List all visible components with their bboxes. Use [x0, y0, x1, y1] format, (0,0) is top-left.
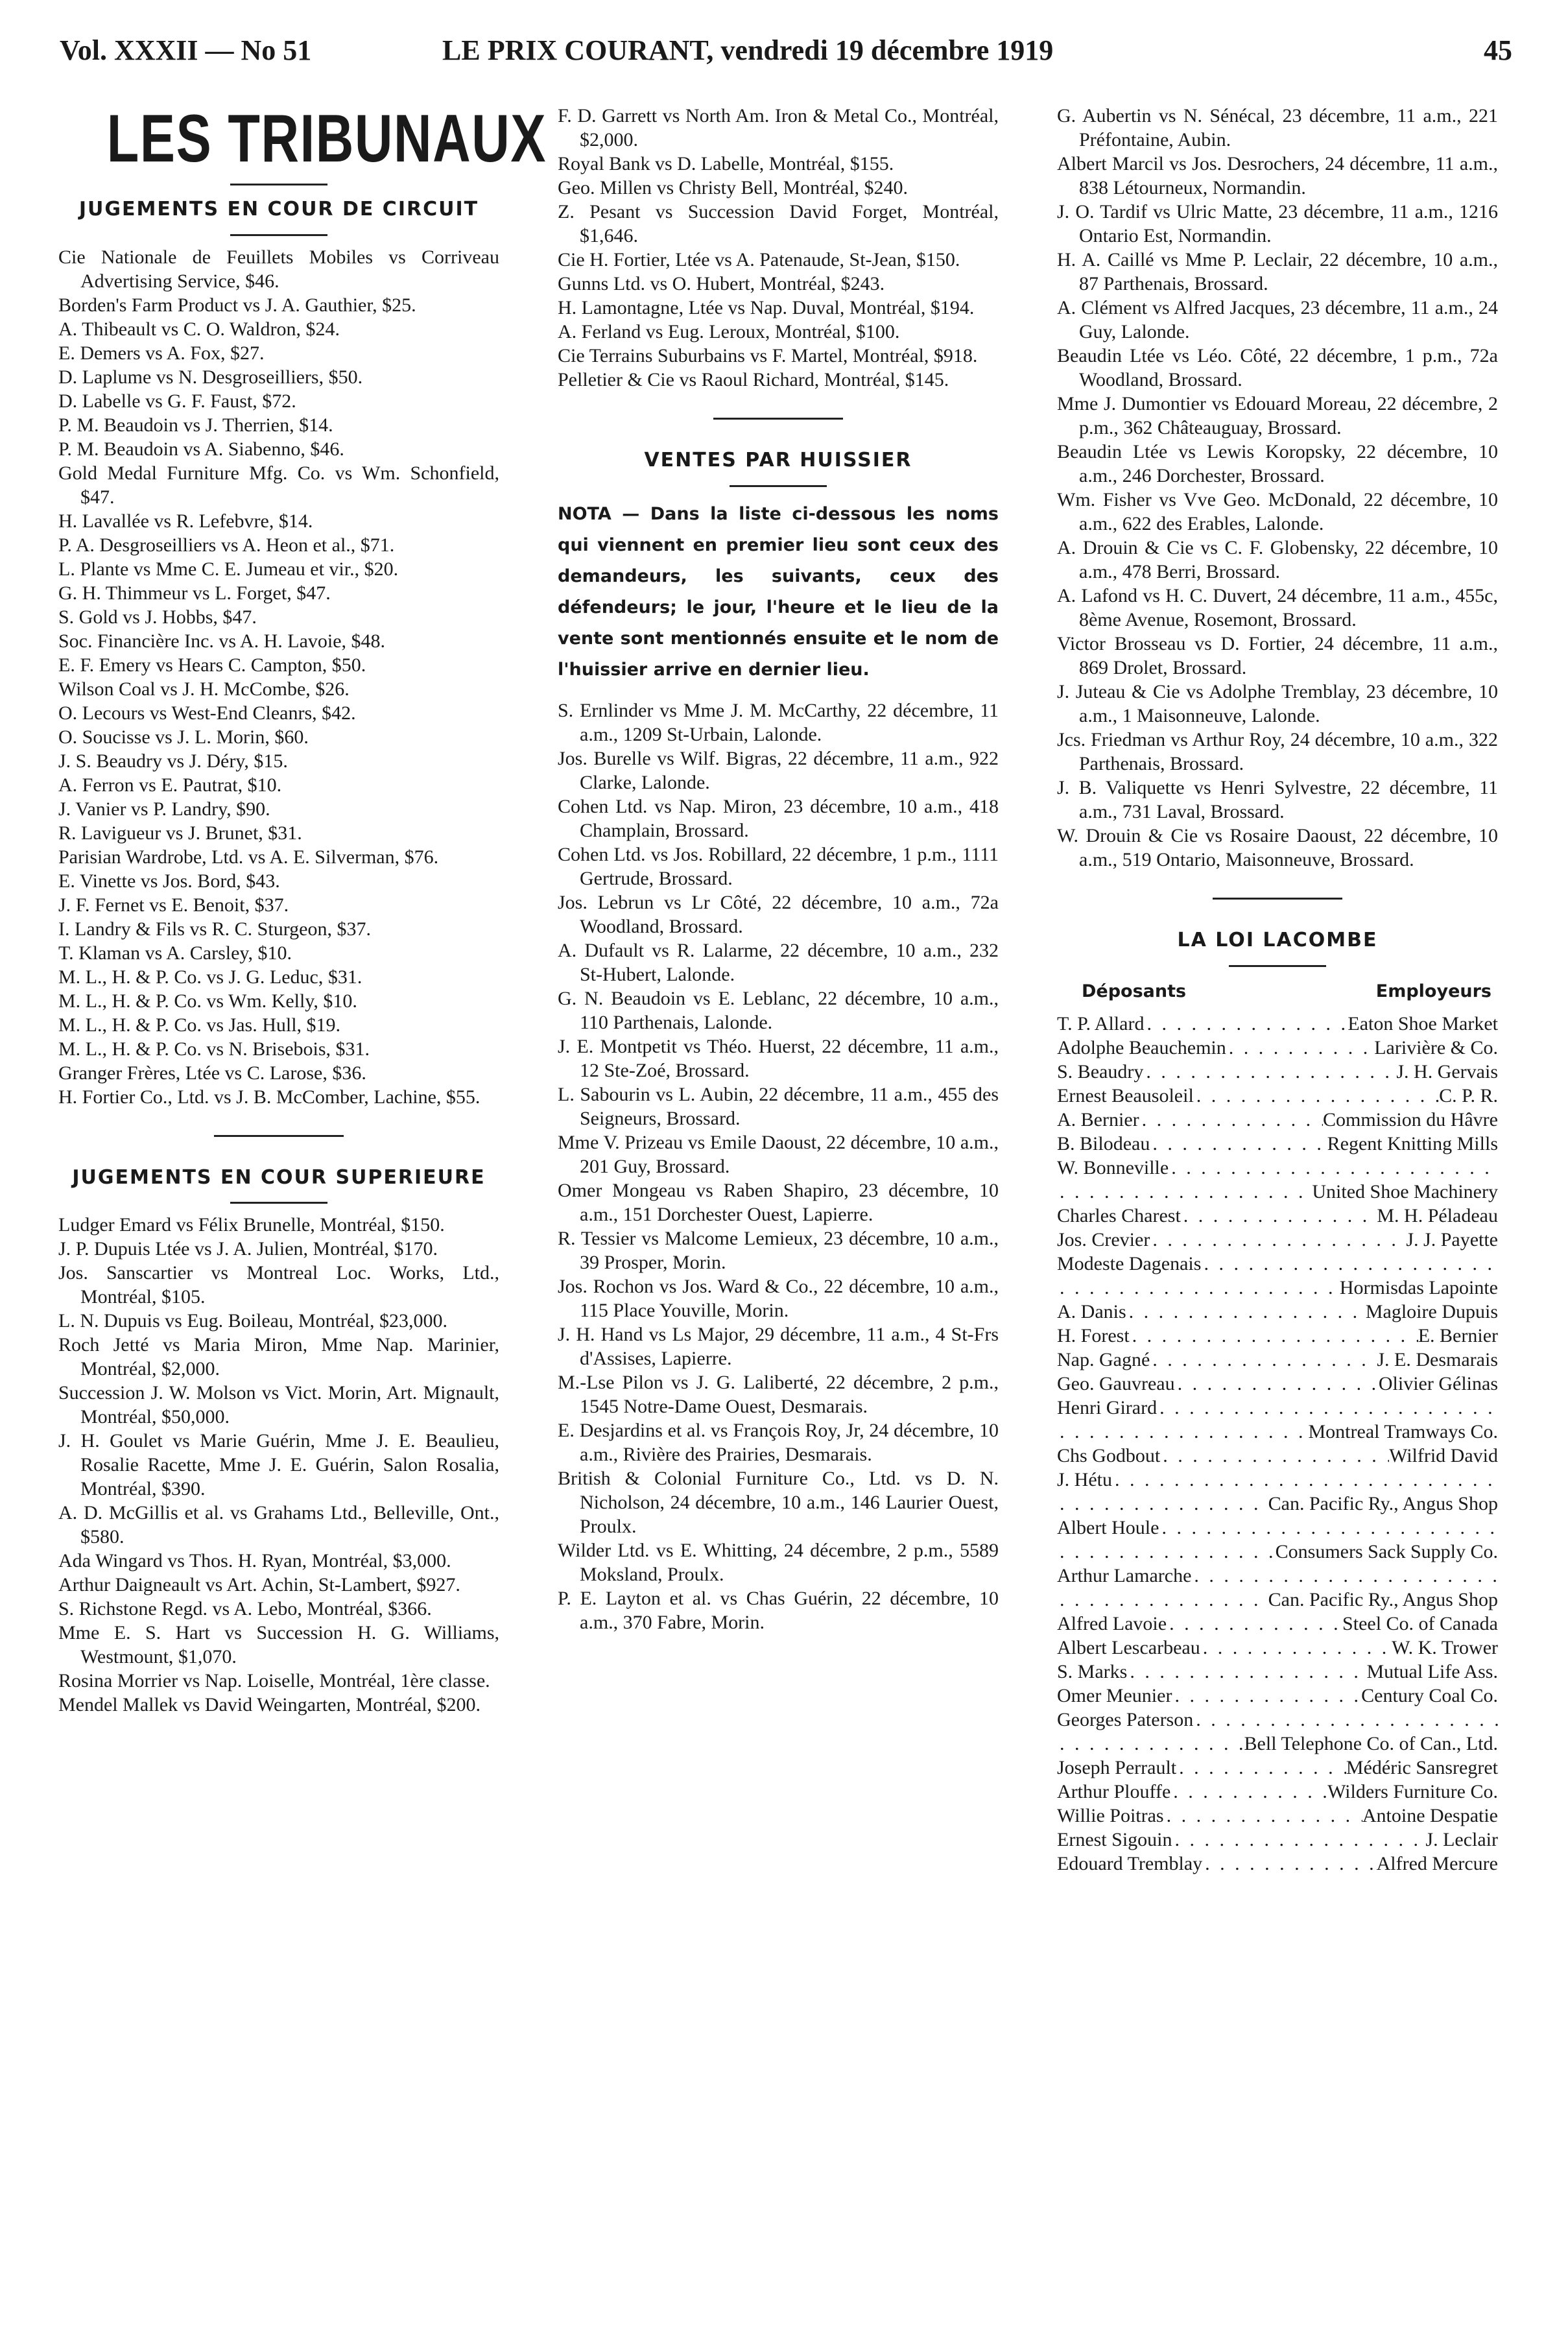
list-item: P. M. Beaudoin vs J. Therrien, $14.	[58, 414, 333, 436]
lacombe-row	[1057, 1132, 1498, 1156]
list-item: H. Lamontagne, Ltée vs Nap. Duval, Montréal, $194.	[558, 297, 975, 318]
list-item: Omer Mongeau vs Raben Shapiro, 23 décembre, 10 a.m., 151 Dorchester Ouest, Lapierre.	[558, 1179, 999, 1225]
list-item: J. H. Hand vs Ls Major, 29 décembre, 11 a.m., 4 St-Frs d'Assises, Lapierre.	[558, 1323, 999, 1369]
circuit-list	[58, 245, 499, 1109]
list-item: Cohen Ltd. vs Nap. Miron, 23 décembre, 10 a.m., 418 Champlain, Brossard.	[558, 795, 999, 841]
leader-dots	[1150, 1132, 1327, 1156]
circuit-rule	[230, 234, 327, 236]
list-item: M.-Lse Pilon vs J. G. Laliberté, 22 décembre, 2 p.m., 1545 Notre-Dame Ouest, Desmarais.	[558, 1371, 999, 1417]
lacombe-row	[1057, 1468, 1498, 1492]
leader-dots	[1112, 1468, 1498, 1492]
list-item: A. Ferron vs E. Pautrat, $10.	[58, 774, 282, 796]
employeur-name: Consumers Sack Supply Co.	[1275, 1540, 1498, 1562]
list-item: G. N. Beaudoin vs E. Leblanc, 22 décembre, 10 a.m., 110 Parthenais, Lalonde.	[558, 987, 999, 1033]
list-item: Cie Terrains Suburbains vs F. Martel, Montréal, $918.	[558, 345, 978, 366]
list-item: J. Juteau & Cie vs Adolphe Tremblay, 23 décembre, 10 a.m., 1 Maisonneuve, Lalonde.	[1057, 681, 1498, 726]
title-rule	[230, 184, 327, 185]
list-item: Ada Wingard vs Thos. H. Ryan, Montréal, $3,000.	[58, 1550, 451, 1572]
list-item: J. E. Montpetit vs Théo. Huerst, 22 décembre, 11 a.m., 12 Ste-Zoé, Brossard.	[558, 1035, 999, 1081]
list-item: Gold Medal Furniture Mfg. Co. vs Wm. Schonfield, $47.	[58, 462, 499, 508]
lacombe-row	[1057, 1036, 1498, 1060]
lacombe-row	[1057, 1372, 1498, 1396]
leader-dots	[1150, 1228, 1406, 1252]
lacombe-row	[1057, 1492, 1498, 1516]
leader-dots	[1139, 1108, 1323, 1132]
leader-dots	[1193, 1708, 1498, 1732]
list-item: J. P. Dupuis Ltée vs J. A. Julien, Montréal, $170.	[58, 1238, 438, 1260]
list-item: Roch Jetté vs Maria Miron, Mme Nap. Marinier, Montréal, $2,000.	[58, 1334, 499, 1380]
leader-dots	[1057, 1420, 1309, 1444]
lacombe-row	[1057, 1636, 1498, 1660]
list-item: J. H. Goulet vs Marie Guérin, Mme J. E. Beaulieu, Rosalie Racette, Mme J. E. Guérin, Salon Rosalia, Montréal, $390.	[58, 1430, 499, 1500]
list-item: M. L., H. & P. Co. vs N. Brisebois, $31.	[58, 1038, 370, 1060]
list-item: J. F. Fernet vs E. Benoit, $37.	[58, 894, 289, 916]
leader-dots	[1057, 1276, 1340, 1300]
list-item: E. Demers vs A. Fox, $27.	[58, 342, 265, 364]
lacombe-row	[1057, 1444, 1498, 1468]
list-item: Mme E. S. Hart vs Succession H. G. Williams, Westmount, $1,070.	[58, 1622, 499, 1668]
leader-dots	[1169, 1156, 1498, 1180]
list-item: M. L., H. & P. Co. vs Wm. Kelly, $10.	[58, 990, 357, 1012]
employeur-name: Mutual Life Ass.	[1366, 1660, 1498, 1682]
employeur-name: Regent Knitting Mills	[1327, 1132, 1498, 1154]
lacombe-row	[1057, 1084, 1498, 1108]
list-item: W. Drouin & Cie vs Rosaire Daoust, 22 décembre, 10 a.m., 519 Ontario, Maisonneuve, Brossard.	[1057, 825, 1498, 870]
list-item: O. Soucisse vs J. L. Morin, $60.	[58, 726, 309, 748]
leader-dots	[1226, 1036, 1374, 1060]
list-item: Mendel Mallek vs David Weingarten, Montréal, $200.	[58, 1694, 481, 1716]
list-item: Arthur Daigneault vs Art. Achin, St-Lambert, $927.	[58, 1574, 460, 1596]
leader-dots	[1200, 1636, 1392, 1660]
lacombe-row	[1057, 1732, 1498, 1756]
deposant-name: Chs Godbout	[1057, 1444, 1161, 1466]
deposant-name: S. Marks	[1057, 1660, 1128, 1682]
deposant-name: Joseph Perrault	[1057, 1756, 1177, 1778]
list-item: G. Aubertin vs N. Sénécal, 23 décembre, 11 a.m., 221 Préfontaine, Aubin.	[1057, 105, 1498, 150]
leader-dots	[1126, 1300, 1366, 1324]
lacombe-row	[1057, 1060, 1498, 1084]
list-item: P. A. Desgroseilliers vs A. Heon et al., $71.	[58, 534, 395, 556]
leader-dots	[1175, 1372, 1379, 1396]
employeur-name: Wilders Furniture Co.	[1327, 1780, 1498, 1802]
list-item: Z. Pesant vs Succession David Forget, Montréal, $1,646.	[558, 201, 999, 246]
list-item: British & Colonial Furniture Co., Ltd. vs D. N. Nicholson, 24 décembre, 10 a.m., 146 Laurier Ouest, Proulx.	[558, 1467, 999, 1537]
employeur-name: Hormisdas Lapointe	[1339, 1276, 1498, 1298]
list-item: A. Ferland vs Eug. Leroux, Montréal, $100.	[558, 321, 900, 342]
superieure-continued-list	[558, 104, 999, 392]
list-item: Cie H. Fortier, Ltée vs A. Patenaude, St-Jean, $150.	[558, 249, 960, 270]
employeur-name: Magloire Dupuis	[1365, 1300, 1498, 1322]
lacombe-row	[1057, 1012, 1498, 1036]
circuit-heading: JUGEMENTS EN COUR DE CIRCUIT	[78, 198, 479, 221]
list-item: Beaudin Ltée vs Lewis Koropsky, 22 décembre, 10 a.m., 246 Dorchester, Brossard.	[1057, 441, 1498, 486]
list-item: H. A. Caillé vs Mme P. Leclair, 22 décembre, 10 a.m., 87 Parthenais, Brossard.	[1057, 249, 1498, 294]
list-item: Royal Bank vs D. Labelle, Montréal, $155.	[558, 153, 894, 174]
leader-dots	[1167, 1612, 1342, 1636]
list-item: O. Lecours vs West-End Cleanrs, $42.	[58, 702, 356, 724]
deposant-name: T. P. Allard	[1057, 1012, 1145, 1034]
list-item: E. Vinette vs Jos. Bord, $43.	[58, 870, 280, 892]
deposant-name: S. Beaudry	[1057, 1060, 1144, 1082]
deposant-name: Jos. Crevier	[1057, 1228, 1150, 1250]
column-3	[1057, 104, 1498, 1876]
section-separator	[713, 418, 843, 420]
list-item: H. Fortier Co., Ltd. vs J. B. McComber, Lachine, $55.	[58, 1086, 481, 1108]
leader-dots	[1057, 1540, 1276, 1564]
list-item: J. B. Valiquette vs Henri Sylvestre, 22 décembre, 11 a.m., 731 Laval, Brossard.	[1057, 777, 1498, 822]
lacombe-row	[1057, 1396, 1498, 1420]
leader-dots	[1202, 1852, 1376, 1876]
list-item: Rosina Morrier vs Nap. Loiselle, Montréal, 1ère classe.	[58, 1670, 490, 1692]
list-item: Cohen Ltd. vs Jos. Robillard, 22 décembre, 1 p.m., 1111 Gertrude, Brossard.	[558, 843, 999, 889]
list-item: A. Clément vs Alfred Jacques, 23 décembre, 11 a.m., 24 Guy, Lalonde.	[1057, 297, 1498, 342]
deposant-name: Ernest Beausoleil	[1057, 1084, 1194, 1106]
lacombe-row	[1057, 1324, 1498, 1348]
volume-label: Vol. XXXII — No 51	[60, 34, 312, 66]
deposant-name: A. Danis	[1057, 1300, 1126, 1322]
deposant-name: Willie Poitras	[1057, 1804, 1164, 1826]
list-item: A. Dufault vs R. Lalarme, 22 décembre, 10 a.m., 232 St-Hubert, Lalonde.	[558, 939, 999, 985]
leader-dots	[1127, 1660, 1366, 1684]
leader-dots	[1057, 1180, 1312, 1204]
deposant-name: Nap. Gagné	[1057, 1348, 1150, 1370]
list-item: Jos. Rochon vs Jos. Ward & Co., 22 décembre, 10 a.m., 115 Place Youville, Morin.	[558, 1275, 999, 1321]
list-item: A. Thibeault vs C. O. Waldron, $24.	[58, 318, 340, 340]
nota-paragraph: NOTA — Dans la liste ci-dessous les noms qui viennent en premier lieu sont ceux des demandeurs, les suivants, ceux des défendeurs; le jour, l'heure et le lieu de la vente sont mentionnés ensuite et le nom de l'huissier arrive en dernier lieu.	[558, 503, 999, 680]
deposant-name: Edouard Tremblay	[1057, 1852, 1203, 1874]
list-item: A. Lafond vs H. C. Duvert, 24 décembre, 11 a.m., 455c, 8ème Avenue, Rosemont, Brossard.	[1057, 585, 1498, 630]
deposant-name: Albert Lescarbeau	[1057, 1636, 1200, 1658]
leader-dots	[1150, 1348, 1377, 1372]
lacombe-row	[1057, 1780, 1498, 1804]
list-item: H. Lavallée vs R. Lefebvre, $14.	[58, 510, 313, 532]
list-item: Wilder Ltd. vs E. Whitting, 24 décembre, 2 p.m., 5589 Moksland, Proulx.	[558, 1539, 999, 1585]
deposant-name: A. Bernier	[1057, 1108, 1139, 1130]
list-item: R. Lavigueur vs J. Brunet, $31.	[58, 822, 302, 844]
employeur-name: Alfred Mercure	[1376, 1852, 1498, 1874]
deposant-name: J. Hétu	[1057, 1468, 1112, 1490]
lacombe-row	[1057, 1852, 1498, 1876]
employeur-name: J. J. Payette	[1406, 1228, 1498, 1250]
leader-dots	[1143, 1060, 1396, 1084]
publication-title: LE PRIX COURANT, vendredi 19 décembre 1919	[442, 34, 1054, 66]
list-item: P. M. Beaudoin vs A. Siabenno, $46.	[58, 438, 344, 460]
list-item: A. D. McGillis et al. vs Grahams Ltd., Belleville, Ont., $580.	[58, 1502, 499, 1548]
list-item: Cie Nationale de Feuillets Mobiles vs Corriveau Advertising Service, $46.	[58, 246, 499, 292]
lacombe-row	[1057, 1540, 1498, 1564]
lacombe-row	[1057, 1228, 1498, 1252]
deposant-name: Geo. Gauvreau	[1057, 1372, 1175, 1394]
deposant-name: B. Bilodeau	[1057, 1132, 1150, 1154]
main-title: LES TRIBUNAUX	[106, 101, 547, 176]
list-item: I. Landry & Fils vs R. C. Sturgeon, $37.	[58, 918, 371, 940]
list-item: Mme V. Prizeau vs Emile Daoust, 22 décembre, 10 a.m., 201 Guy, Brossard.	[558, 1131, 999, 1177]
lacombe-row	[1057, 1156, 1498, 1180]
lacombe-row	[1057, 1516, 1498, 1540]
deposant-name: Alfred Lavoie	[1057, 1612, 1167, 1634]
leader-dots	[1172, 1684, 1361, 1708]
list-item: Jos. Burelle vs Wilf. Bigras, 22 décembre, 11 a.m., 922 Clarke, Lalonde.	[558, 747, 999, 793]
list-item: Jcs. Friedman vs Arthur Roy, 24 décembre, 10 a.m., 322 Parthenais, Brossard.	[1057, 729, 1498, 774]
leader-dots	[1159, 1516, 1498, 1540]
lacombe-row	[1057, 1300, 1498, 1324]
lacombe-row	[1057, 1756, 1498, 1780]
page-header	[60, 34, 1512, 79]
list-item: Victor Brosseau vs D. Fortier, 24 décembre, 11 a.m., 869 Drolet, Brossard.	[1057, 633, 1498, 678]
lacombe-row	[1057, 1108, 1498, 1132]
leader-dots	[1176, 1756, 1346, 1780]
list-item: Mme J. Dumontier vs Edouard Moreau, 22 décembre, 2 p.m., 362 Châteauguay, Brossard.	[1057, 393, 1498, 438]
lacombe-row	[1057, 1276, 1498, 1300]
leader-dots	[1057, 1732, 1244, 1756]
list-item: Succession J. W. Molson vs Vict. Morin, Art. Mignault, Montréal, $50,000.	[58, 1382, 499, 1428]
deposant-name: Modeste Dagenais	[1057, 1252, 1202, 1274]
list-item: Borden's Farm Product vs J. A. Gauthier, $25.	[58, 294, 416, 316]
lacombe-row	[1057, 1564, 1498, 1588]
employeur-name: Wilfrid David	[1389, 1444, 1498, 1466]
employeur-name: Can. Pacific Ry., Angus Shop	[1268, 1588, 1498, 1610]
lacombe-column-headers	[1057, 981, 1498, 1001]
lacombe-rule	[1229, 965, 1326, 967]
leader-dots	[1201, 1252, 1498, 1276]
list-item: M. L., H. & P. Co. vs J. G. Leduc, $31.	[58, 966, 362, 988]
list-item: T. Klaman vs A. Carsley, $10.	[58, 942, 292, 964]
employeur-name: Olivier Gélinas	[1378, 1372, 1498, 1394]
list-item: R. Tessier vs Malcome Lemieux, 23 décembre, 10 a.m., 39 Prosper, Morin.	[558, 1227, 999, 1273]
deposant-name: Arthur Plouffe	[1057, 1780, 1171, 1802]
list-item: Jos. Lebrun vs Lr Côté, 22 décembre, 10 a.m., 72a Woodland, Brossard.	[558, 891, 999, 937]
list-item: Granger Frères, Ltée vs C. Larose, $36.	[58, 1062, 366, 1084]
ventes-heading: VENTES PAR HUISSIER	[644, 449, 912, 472]
employeur-name: E. Bernier	[1418, 1324, 1498, 1346]
employeur-name: M. H. Péladeau	[1377, 1204, 1498, 1226]
list-item: E. Desjardins et al. vs François Roy, Jr, 24 décembre, 10 a.m., Rivière des Prairies, Desmarais.	[558, 1419, 999, 1465]
list-item: G. H. Thimmeur vs L. Forget, $47.	[58, 582, 331, 604]
employeur-name: United Shoe Machinery	[1312, 1180, 1498, 1202]
lacombe-row	[1057, 1588, 1498, 1612]
list-item: D. Laplume vs N. Desgroseilliers, $50.	[58, 366, 363, 388]
ventes-list	[558, 699, 999, 1634]
leader-dots	[1057, 1492, 1268, 1516]
list-item: D. Labelle vs G. F. Faust, $72.	[58, 390, 296, 412]
column-1	[58, 101, 547, 1717]
list-item: E. F. Emery vs Hears C. Campton, $50.	[58, 654, 366, 676]
lacombe-heading: LA LOI LACOMBE	[1177, 929, 1378, 951]
lacombe-list	[1057, 1012, 1498, 1876]
deposant-name: Adolphe Beauchemin	[1057, 1036, 1226, 1058]
deposants-header: Déposants	[1082, 981, 1187, 1001]
list-item: F. D. Garrett vs North Am. Iron & Metal Co., Montréal, $2,000.	[558, 105, 999, 150]
list-item: J. S. Beaudry vs J. Déry, $15.	[58, 750, 288, 772]
leader-dots	[1181, 1204, 1377, 1228]
employeur-name: Steel Co. of Canada	[1342, 1612, 1498, 1634]
deposant-name: Charles Charest	[1057, 1204, 1181, 1226]
lacombe-row	[1057, 1204, 1498, 1228]
list-item: Parisian Wardrobe, Ltd. vs A. E. Silverman, $76.	[58, 846, 439, 868]
list-item: L. Plante vs Mme C. E. Jumeau et vir., $20.	[58, 558, 399, 580]
lacombe-row	[1057, 1252, 1498, 1276]
leader-dots	[1130, 1324, 1418, 1348]
leader-dots	[1191, 1564, 1498, 1588]
list-item: S. Ernlinder vs Mme J. M. McCarthy, 22 décembre, 11 a.m., 1209 St-Urbain, Lalonde.	[558, 699, 999, 745]
list-item: J. Vanier vs P. Landry, $90.	[58, 798, 270, 820]
employeur-name: Antoine Despatie	[1362, 1804, 1498, 1826]
list-item: Ludger Emard vs Félix Brunelle, Montréal, $150.	[58, 1214, 445, 1236]
superieure-heading: JUGEMENTS EN COUR SUPERIEURE	[72, 1165, 486, 1189]
deposant-name: H. Forest	[1057, 1324, 1130, 1346]
list-item: M. L., H. & P. Co. vs Jas. Hull, $19.	[58, 1014, 341, 1036]
employeur-name: W. K. Trower	[1392, 1636, 1498, 1658]
list-item: L. Sabourin vs L. Aubin, 22 décembre, 11 a.m., 455 des Seigneurs, Brossard.	[558, 1083, 999, 1129]
list-item: Geo. Millen vs Christy Bell, Montréal, $240.	[558, 177, 908, 198]
deposant-name: Georges Paterson	[1057, 1708, 1194, 1730]
lacombe-row	[1057, 1348, 1498, 1372]
employeurs-header: Employeurs	[1375, 981, 1491, 1001]
ventes-continued-list	[1057, 104, 1498, 872]
leader-dots	[1057, 1588, 1268, 1612]
deposant-name: Albert Houle	[1057, 1516, 1159, 1538]
list-item: S. Richstone Regd. vs A. Lebo, Montréal, $366.	[58, 1598, 432, 1620]
deposant-name: W. Bonneville	[1057, 1156, 1169, 1178]
list-item: A. Drouin & Cie vs C. F. Globensky, 22 décembre, 10 a.m., 478 Berri, Brossard.	[1057, 537, 1498, 582]
lacombe-row	[1057, 1804, 1498, 1828]
leader-dots	[1144, 1012, 1348, 1036]
list-item: Gunns Ltd. vs O. Hubert, Montréal, $243.	[558, 273, 885, 294]
column-2	[558, 104, 999, 1634]
list-item: Albert Marcil vs Jos. Desrochers, 24 décembre, 11 a.m., 838 Létourneux, Normandin.	[1057, 153, 1498, 198]
leader-dots	[1160, 1444, 1389, 1468]
superieure-list	[58, 1213, 499, 1717]
leader-dots	[1172, 1828, 1426, 1852]
leader-dots	[1157, 1396, 1498, 1420]
list-item: Wm. Fisher vs Vve Geo. McDonald, 22 décembre, 10 a.m., 622 des Erables, Lalonde.	[1057, 489, 1498, 534]
deposant-name: Henri Girard	[1057, 1396, 1158, 1418]
employeur-name: Bell Telephone Co. of Can., Ltd.	[1244, 1732, 1498, 1754]
employeur-name: J. Leclair	[1425, 1828, 1498, 1850]
ventes-rule	[730, 485, 827, 487]
section-separator	[214, 1135, 344, 1137]
superieure-rule	[230, 1202, 327, 1204]
lacombe-row	[1057, 1612, 1498, 1636]
section-separator	[1213, 898, 1342, 900]
employeur-name: Médéric Sansregret	[1346, 1756, 1498, 1778]
lacombe-row	[1057, 1180, 1498, 1204]
employeur-name: Commission du Hâvre	[1323, 1108, 1498, 1130]
employeur-name: Can. Pacific Ry., Angus Shop	[1268, 1492, 1498, 1514]
employeur-name: Montreal Tramways Co.	[1308, 1420, 1498, 1442]
employeur-name: Larivière & Co.	[1374, 1036, 1498, 1058]
lacombe-row	[1057, 1660, 1498, 1684]
list-item: L. N. Dupuis vs Eug. Boileau, Montréal, $23,000.	[58, 1310, 447, 1332]
list-item: Beaudin Ltée vs Léo. Côté, 22 décembre, 1 p.m., 72a Woodland, Brossard.	[1057, 345, 1498, 390]
deposant-name: Arthur Lamarche	[1057, 1564, 1192, 1586]
employeur-name: J. E. Desmarais	[1377, 1348, 1498, 1370]
lacombe-row	[1057, 1828, 1498, 1852]
leader-dots	[1170, 1780, 1327, 1804]
deposant-name: Omer Meunier	[1057, 1684, 1172, 1706]
list-item: Pelletier & Cie vs Raoul Richard, Montréal, $145.	[558, 369, 949, 390]
leader-dots	[1164, 1804, 1362, 1828]
employeur-name: Century Coal Co.	[1361, 1684, 1498, 1706]
employeur-name: Eaton Shoe Market	[1348, 1012, 1498, 1034]
page-number: 45	[1484, 34, 1512, 66]
lacombe-row	[1057, 1684, 1498, 1708]
deposant-name: Ernest Sigouin	[1057, 1828, 1172, 1850]
list-item: Jos. Sanscartier vs Montreal Loc. Works, Ltd., Montréal, $105.	[58, 1262, 499, 1308]
list-item: P. E. Layton et al. vs Chas Guérin, 22 décembre, 10 a.m., 370 Fabre, Morin.	[558, 1587, 999, 1633]
list-item: Soc. Financière Inc. vs A. H. Lavoie, $48.	[58, 630, 386, 652]
leader-dots	[1194, 1084, 1439, 1108]
list-item: J. O. Tardif vs Ulric Matte, 23 décembre, 11 a.m., 1216 Ontario Est, Normandin.	[1057, 201, 1498, 246]
employeur-name: C. P. R.	[1439, 1084, 1498, 1106]
list-item: Wilson Coal vs J. H. McCombe, $26.	[58, 678, 350, 700]
list-item: S. Gold vs J. Hobbs, $47.	[58, 606, 257, 628]
employeur-name: J. H. Gervais	[1396, 1060, 1498, 1082]
lacombe-row	[1057, 1420, 1498, 1444]
lacombe-row	[1057, 1708, 1498, 1732]
